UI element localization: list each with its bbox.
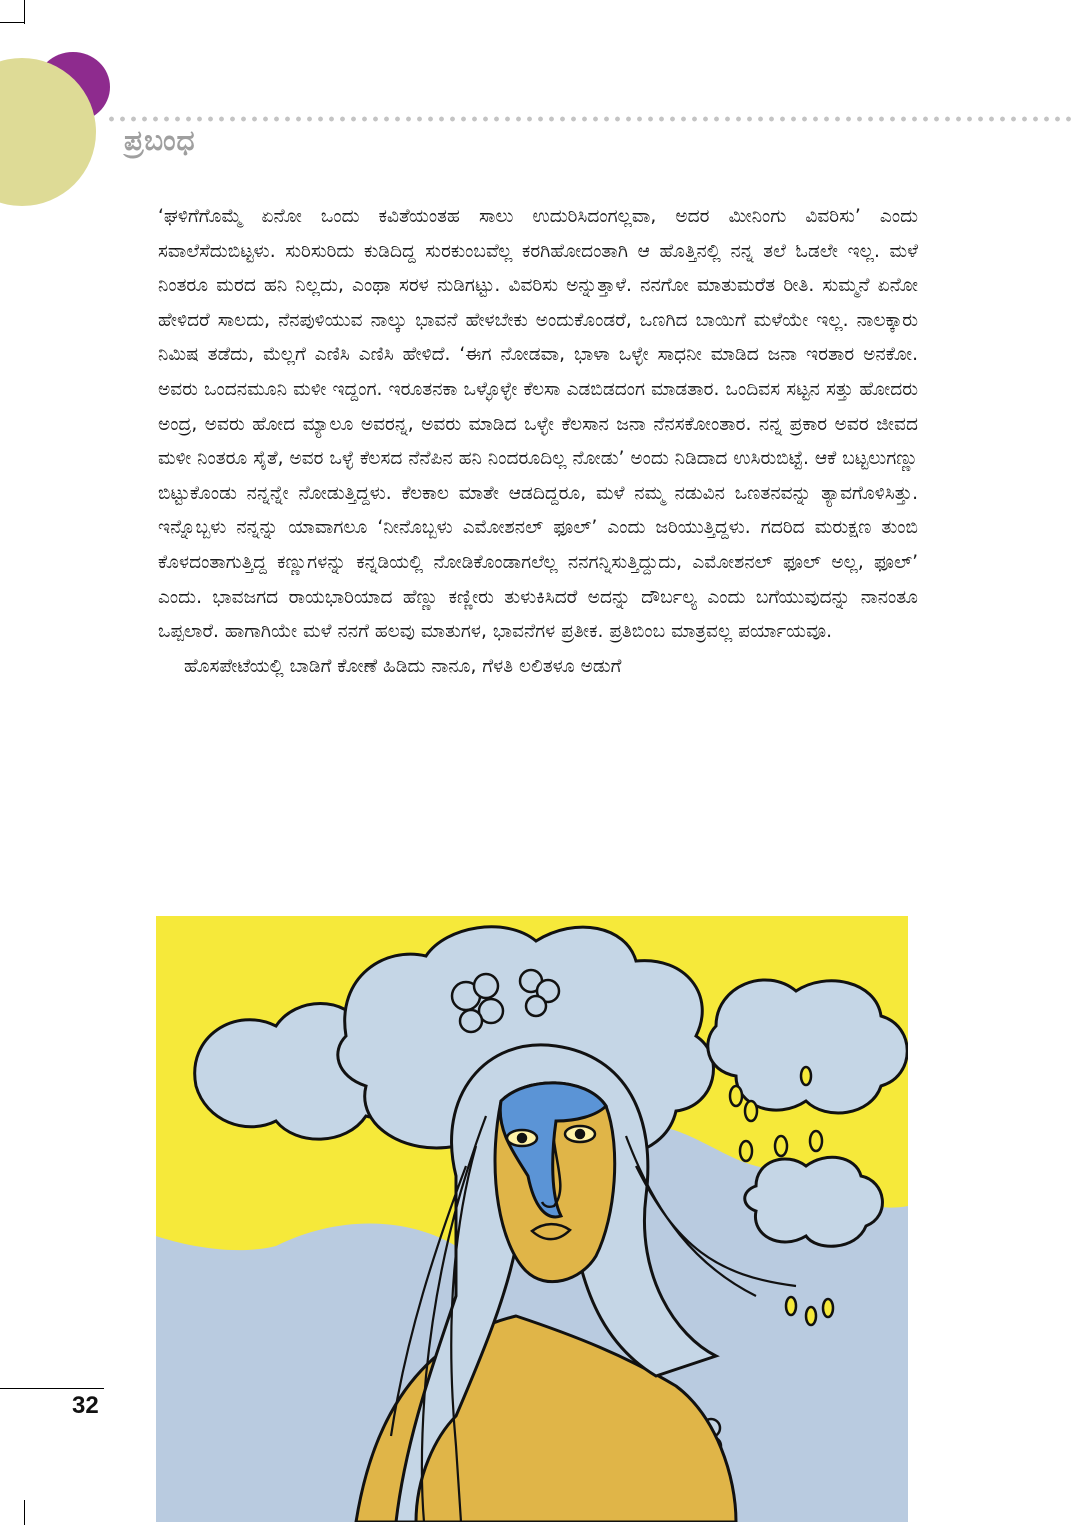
raindrop — [745, 1101, 757, 1121]
raindrop — [810, 1131, 822, 1151]
illustration-drawing — [156, 916, 908, 1522]
crop-mark-top-h — [0, 22, 24, 23]
raindrop — [740, 1141, 752, 1161]
page-number-rule — [0, 1388, 104, 1389]
raindrop — [801, 1067, 811, 1085]
crop-mark-top-v — [24, 0, 25, 24]
crop-mark-bottom-v — [24, 1500, 25, 1525]
page-number: 32 — [72, 1392, 99, 1419]
article-paragraph: ಹೊಸಪೇಟೆಯಲ್ಲಿ ಬಾಡಿಗೆ ಕೋಣೆ ಹಿಡಿದು ನಾನೂ, ಗೆಳತಿ ಲಲಿತಳೂ ಅಡುಗೆ — [184, 655, 622, 677]
article-paragraph: ‘ಘಳಿಗೆಗೊಮ್ಮೆ ಏನೋ ಒಂದು ಕವಿತೆಯಂತಹ ಸಾಲು ಉದುರಿಸಿದಂಗಲ್ಲವಾ, ಅದರ ಮೀನಿಂಗು ವಿವರಿಸು’ ಎಂದು ಸವಾಲೆಸೆದುಬಿಟ್ಟಳು. ಸುರಿಸುರಿದು ಕುಡಿದಿದ್ದ ಸುರಕುಂಬವೆಲ್ಲ ಕರಗಿಹೋದಂತಾಗಿ ಆ ಹೊತ್ತಿನಲ್ಲಿ ನನ್ನ ತಲೆ ಓಡಲೇ ಇಲ್ಲ. ಮಳೆ ನಿಂತರೂ ಮರದ ಹನಿ ನಿಲ್ಲದು, ಎಂಥಾ ಸರಳ ನುಡಿಗಟ್ಟು. ವಿವರಿಸು ಅನ್ನುತ್ತಾಳೆ. ನನಗೋ ಮಾತುಮರೆತ ರೀತಿ. ಸುಮ್ಮನೆ ಏನೋ ಹೇಳಿದರೆ ಸಾಲದು, ನೆನಪುಳಿಯುವ ನಾಲ್ಕು ಭಾವನೆ ಹೇಳಬೇಕು ಅಂದುಕೊಂಡರೆ, ಒಣಗಿದ ಬಾಯಿಗೆ ಮಳೆಯೇ ಇಲ್ಲ. ನಾಲಕ್ಕಾರು ನಿಮಿಷ ತಡೆದು, ಮೆಲ್ಲಗೆ ಎಣಿಸಿ ಎಣಿಸಿ ಹೇಳಿದೆ. ‘ಈಗ ನೋಡವಾ, ಭಾಳಾ ಒಳ್ಳೇ ಸಾಧನೀ ಮಾಡಿದ ಜನಾ ಇರತಾರ ಅನಕೋ. ಅವರು ಒಂದನಮೂನಿ ಮಳೀ ಇದ್ದಂಗ. ಇರೂತನಕಾ ಒಳ್ಳೊಳ್ಳೇ ಕೆಲಸಾ ಎಡಬಿಡದಂಗ ಮಾಡತಾರ. ಒಂದಿವಸ ಸಟ್ಟನ ಸತ್ತು ಹೋದರು ಅಂದ್ರ, ಅವರು ಹೋದ ಮ್ಯಾಲೂ ಅವರನ್ನ, ಅವರು ಮಾಡಿದ ಒಳ್ಳೇ ಕೆಲಸಾನ ಜನಾ ನೆನಸಕೋಂತಾರ. ನನ್ನ ಪ್ರಕಾರ ಅವರ ಜೀವದ ಮಳೀ ನಿಂತರೂ ಸೈತೆ, ಅವರ ಒಳ್ಳೆ ಕೆಲಸದ ನೆನೆಪಿನ ಹನಿ ನಿಂದರೂದಿಲ್ಲ ನೋಡು’ ಅಂದು ನಿಡಿದಾದ ಉಸಿರುಬಿಟ್ಟೆ. ಆಕೆ ಬಟ್ಟಲುಗಣ್ಣು ಬಿಟ್ಟುಕೊಂಡು ನನ್ನನ್ನೇ ನೋಡುತ್ತಿದ್ದಳು. ಕೆಲಕಾಲ ಮಾತೇ ಆಡದಿದ್ದರೂ, ಮಳೆ ನಮ್ಮ ನಡುವಿನ ಒಣತನವನ್ನು ತ್ಯಾವಗೊಳಿಸಿತ್ತು. ಇನ್ನೊಬ್ಬಳು ನನ್ನನ್ನು ಯಾವಾಗಲೂ ‘ನೀನೊಬ್ಬಳು ಎಮೋಶನಲ್ ಫೂಲ್’ ಎಂದು ಜರಿಯುತ್ತಿದ್ದಳು. ಗದರಿದ ಮರುಕ್ಷಣ ತುಂಬಿ ಕೊಳದಂತಾಗುತ್ತಿದ್ದ ಕಣ್ಣುಗಳನ್ನು ಕನ್ನಡಿಯಲ್ಲಿ ನೋಡಿಕೊಂಡಾಗಲೆಲ್ಲ ನನಗನ್ನಿಸುತ್ತಿದ್ದುದು, ಎಮೋಶನಲ್ ಫೂಲ್ ಅಲ್ಲ, ಫೂಲ್’ ಎಂದು. ಭಾವಜಗದ ರಾಯಭಾರಿಯಾದ ಹೆಣ್ಣು ಕಣ್ಣೀರು ತುಳುಕಿಸಿದರೆ ಅದನ್ನು ದೌರ್ಬಲ್ಯ ಎಂದು ಬಗೆಯುವುದನ್ನು ನಾನಂತೂ ಒಪ್ಪಲಾರೆ. ಹಾಗಾಗಿಯೇ ಮಳೆ ನನಗೆ ಹಲವು ಮಾತುಗಳ, ಭಾವನೆಗಳ ಪ್ರತೀಕ. ಪ್ರತಿಬಿಂಬ ಮಾತ್ರವಲ್ಲ ಪರ್ಯಾಯವೂ. — [158, 206, 918, 643]
raindrop — [806, 1307, 816, 1325]
dotted-rule — [106, 116, 1072, 122]
article-body — [158, 200, 918, 684]
illustration-woman-rain-clouds — [156, 916, 908, 1522]
raindrop — [786, 1297, 796, 1315]
raindrop — [823, 1299, 833, 1317]
raindrop — [730, 1086, 742, 1106]
section-title: ಪ್ರಬಂಧ — [124, 124, 196, 157]
raindrop — [775, 1136, 787, 1156]
